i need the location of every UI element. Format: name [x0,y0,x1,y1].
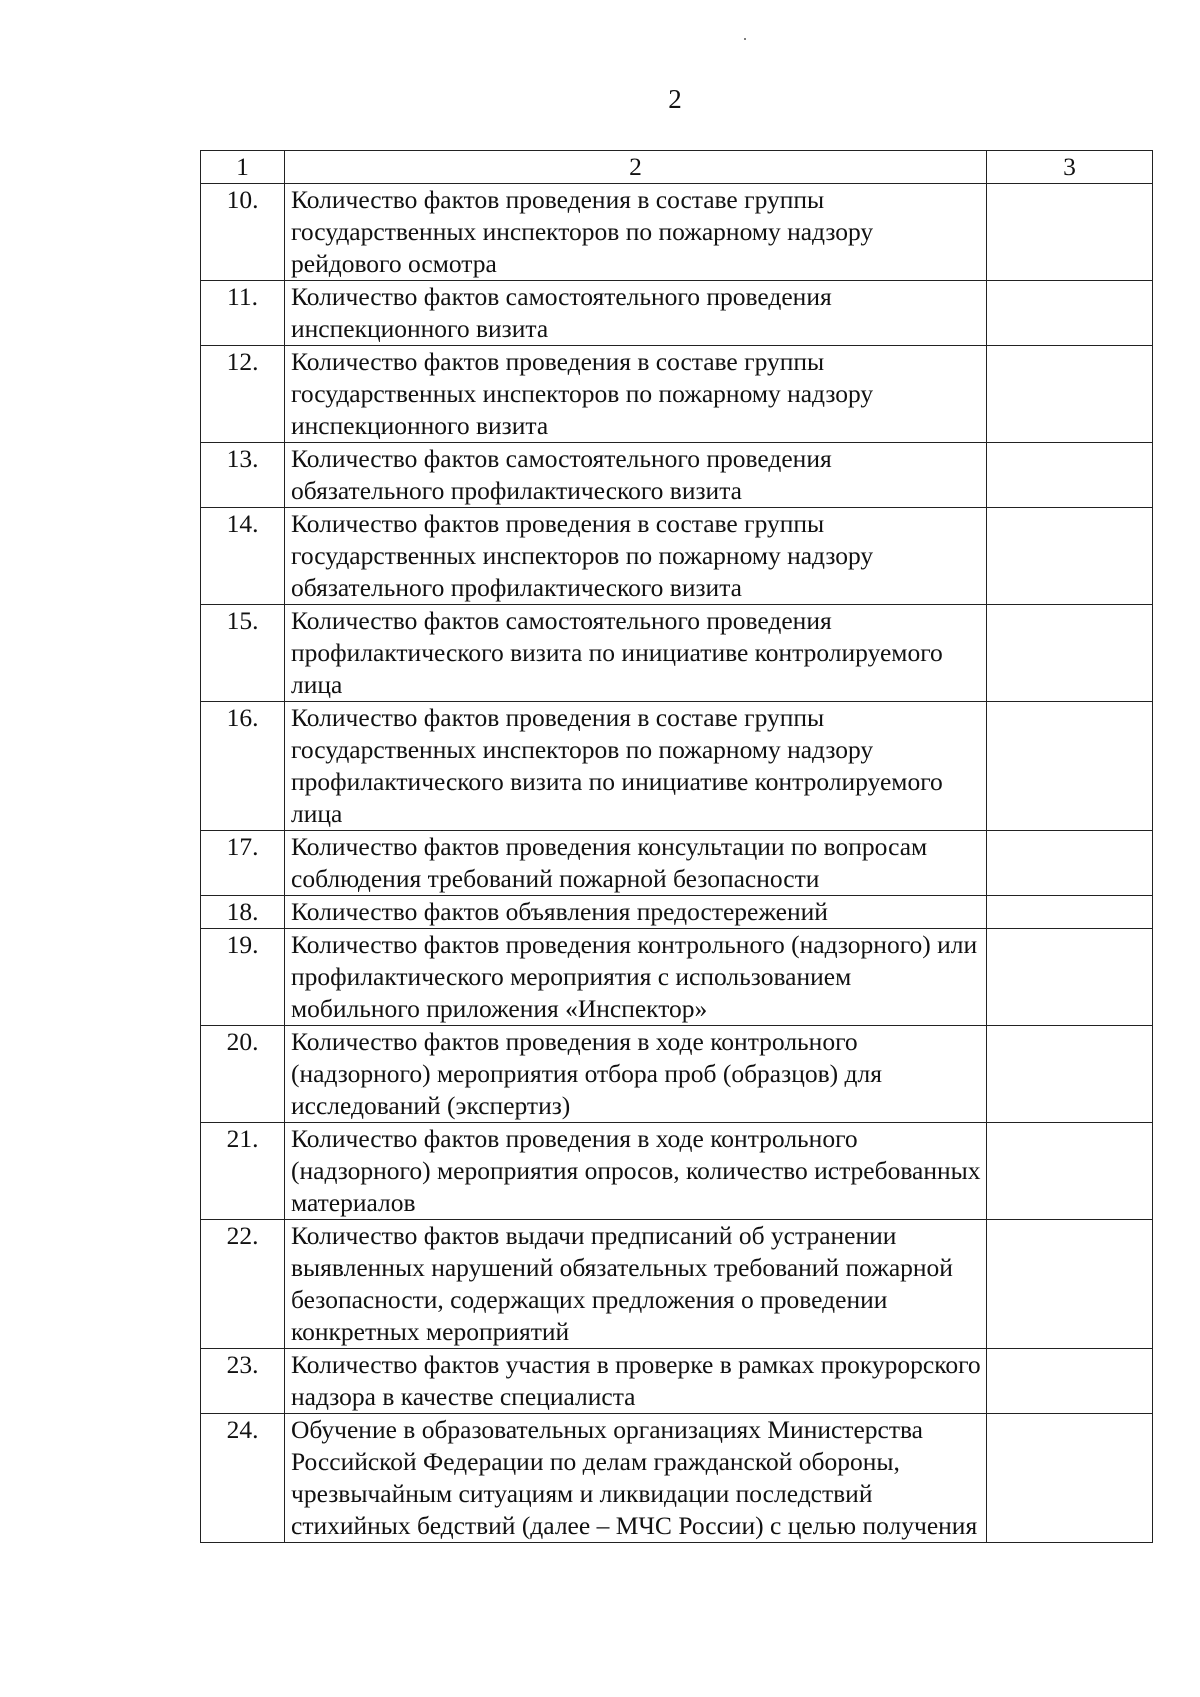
row-number: 20. [201,1026,285,1123]
row-number: 21. [201,1123,285,1220]
row-number: 15. [201,605,285,702]
row-value [987,896,1153,929]
row-number: 22. [201,1220,285,1349]
row-description-text: Количество фактов выдачи предписаний об устранении выявленных нарушений обязательных требований пожарной безопасности, содержащих предложения о проведении конкретных мероприятий [291,1221,953,1346]
row-description [285,443,987,508]
row-description [285,1123,987,1220]
row-number: 10. [201,184,285,281]
row-number: 18. [201,896,285,929]
row-description [285,896,987,929]
row-description-text: Количество фактов проведения в составе группы государственных инспекторов по пожарному надзору инспекционного визита [291,347,874,440]
row-description-text: Количество фактов проведения в составе группы государственных инспекторов по пожарному надзору рейдового осмотра [291,185,874,278]
row-description [285,1026,987,1123]
row-number: 19. [201,929,285,1026]
row-number: 17. [201,831,285,896]
indicator-table [200,150,1153,1543]
table-row [201,346,1153,443]
row-description [285,702,987,831]
row-number: 14. [201,508,285,605]
row-description-text: Количество фактов проведения консультации по вопросам соблюдения требований пожарной безопасности [291,832,928,893]
table-row [201,929,1153,1026]
row-number: 23. [201,1349,285,1414]
row-number: 13. [201,443,285,508]
row-value [987,929,1153,1026]
row-number: 16. [201,702,285,831]
page-number: 2 [668,84,682,114]
header-cell-text: 2 [285,151,987,184]
table-body [201,151,1153,1543]
table-row [201,443,1153,508]
row-description [285,508,987,605]
row-description-text: Количество фактов самостоятельного проведения обязательного профилактического визита [291,444,832,505]
table-row [201,831,1153,896]
row-description [285,605,987,702]
row-number: 11. [201,281,285,346]
table-row [201,1349,1153,1414]
table-row [201,508,1153,605]
table-row [201,281,1153,346]
row-description-text: Количество фактов самостоятельного проведения профилактического визита по инициативе контролируемого лица [291,606,943,699]
table-row [201,702,1153,831]
row-value [987,1123,1153,1220]
row-value [987,508,1153,605]
row-description-text: Количество фактов самостоятельного проведения инспекционного визита [291,282,832,343]
row-description-text: Количество фактов объявления предостережений [291,897,828,926]
row-description [285,1220,987,1349]
row-value [987,184,1153,281]
table-row [201,1220,1153,1349]
row-value [987,1220,1153,1349]
row-description [285,1349,987,1414]
row-description [285,831,987,896]
row-value [987,702,1153,831]
table-row [201,896,1153,929]
table-row [201,184,1153,281]
row-description [285,184,987,281]
table-row [201,1123,1153,1220]
row-value [987,1026,1153,1123]
row-value [987,281,1153,346]
row-value [987,1414,1153,1543]
row-description [285,1414,987,1543]
row-description-text: Количество фактов проведения в составе группы государственных инспекторов по пожарному надзору обязательного профилактического визита [291,509,874,602]
row-description [285,346,987,443]
row-value [987,346,1153,443]
row-description-text: Количество фактов участия в проверке в рамках прокурорского надзора в качестве специалиста [291,1350,981,1411]
row-description-text: Обучение в образовательных организациях Министерства Российской Федерации по делам гражданской обороны, чрезвычайным ситуациям и ликвидации последствий стихийных бедствий (далее – МЧС России) с целью получения [291,1415,978,1540]
header-cell-value: 3 [987,151,1153,184]
row-description [285,281,987,346]
row-description-text: Количество фактов проведения контрольного (надзорного) или профилактического мероприятия с использованием мобильного приложения «Инспектор» [291,930,978,1023]
row-description-text: Количество фактов проведения в ходе контрольного (надзорного) мероприятия отбора проб (образцов) для исследований (экспертиз) [291,1027,882,1120]
header-cell-number: 1 [201,151,285,184]
row-value [987,1349,1153,1414]
table-header-row [201,151,1153,184]
row-value [987,831,1153,896]
table-row [201,605,1153,702]
row-number: 24. [201,1414,285,1543]
row-value [987,605,1153,702]
table-row [201,1026,1153,1123]
row-value [987,443,1153,508]
row-description-text: Количество фактов проведения в составе группы государственных инспекторов по пожарному надзору профилактического визита по инициативе контролируемого лица [291,703,943,828]
row-description [285,929,987,1026]
row-number: 12. [201,346,285,443]
row-description-text: Количество фактов проведения в ходе контрольного (надзорного) мероприятия опросов, количество истребованных материалов [291,1124,981,1217]
scan-speck [744,38,746,40]
table-row [201,1414,1153,1543]
